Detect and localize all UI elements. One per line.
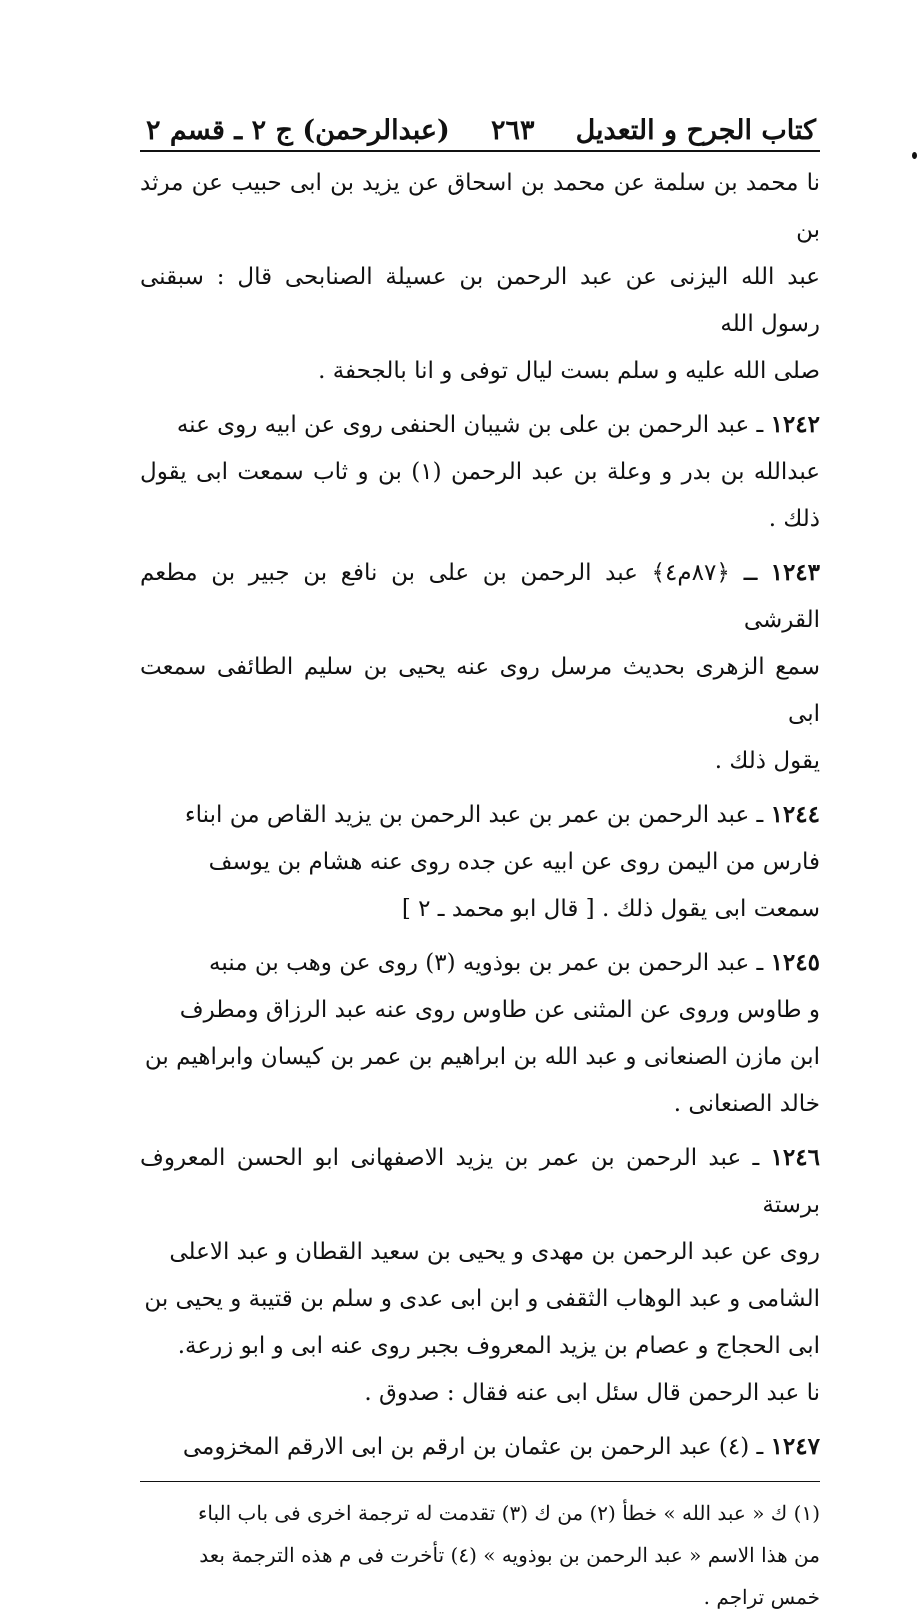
footnote-line: خمس تراجم . [703,1585,820,1609]
footnote-line: من هذا الاسم « عبد الرحمن بن بوذويه » (٤) تأخرت فى م هذه الترجمة بعد [199,1543,820,1567]
footnote-line: (١) ك « عبد الله » خطأ (٢) من ك (٣) تقدمت له ترجمة اخرى فى باب الباء [198,1501,820,1525]
text-line: نا عبد الرحمن قال سئل ابى عنه فقال : صدوق . [364,1380,820,1406]
text-line [140,401,820,449]
page-header [140,80,820,146]
text-line: و طاوس وروى عن المثنى عن طاوس روى عنه عبد الرزاق ومطرف [179,997,820,1023]
entry-1246 [140,1134,820,1417]
text-line: يقول ذلك . [714,748,820,774]
entry-1244 [140,791,820,933]
entry-text: ـ عبد الرحمن بن عمر بن بوذويه (٣) روى عن وهب بن منبه [209,950,764,976]
text-line: صلى الله عليه و سلم بست ليال توفى و انا بالجحفة . [318,358,820,384]
text-line: ابى الحجاج و عصام بن يزيد المعروف بجبر روى عنه ابى و ابو زرعة. [177,1333,820,1359]
footnotes [140,1492,820,1618]
entry-1247 [140,1423,820,1471]
entry-number: ١٢٤٦ [770,1144,820,1171]
entry-continuation [140,160,820,395]
entry-1243 [140,549,820,785]
text-line: عبد الله اليزنى عن عبد الرحمن بن عسيلة الصنابحى قال : سبقنى رسول الله [140,264,820,337]
text-line: الشامى و عبد الوهاب الثقفى و ابن ابى عدى و سلم بن قتيبة و يحيى بن [144,1286,820,1312]
entry-number: ١٢٤٣ [770,559,821,586]
margin-mark [912,152,917,159]
section-label: (عبدالرحمن) ج ٢ ـ قسم ٢ [146,115,450,146]
text-line [140,1423,820,1471]
entry-text: ـ ﴿٨٧م٤﴾ عبد الرحمن بن على بن نافع بن جبير بن مطعم القرشى [140,560,820,633]
entry-1242 [140,401,820,543]
text-line: نا محمد بن سلمة عن محمد بن اسحاق عن يزيد بن ابى حبيب عن مرثد بن [140,170,820,243]
text-line: فارس من اليمن روى عن ابيه عن جده روى عنه هشام بن يوسف [208,849,820,875]
document-page [140,80,820,1618]
entry-text: ـ عبد الرحمن بن عمر بن يزيد الاصفهانى ابو الحسن المعروف برستة [140,1145,820,1218]
entry-number: ١٢٤٥ [770,949,820,976]
entry-number: ١٢٤٧ [770,1433,820,1460]
book-title: كتاب الجرح و التعديل [575,115,816,146]
footnote-rule [140,1481,820,1482]
entry-number: ١٢٤٤ [770,801,820,828]
text-line: سمعت ابى يقول ذلك . [ قال ابو محمد ـ ٢ ] [401,896,820,922]
header-rule [140,150,820,152]
entry-text: ـ عبد الرحمن بن عمر بن عبد الرحمن بن يزيد القاص من ابناء [184,802,764,828]
text-line: روى عن عبد الرحمن بن مهدى و يحيى بن سعيد القطان و عبد الاعلى [169,1239,820,1265]
entry-number: ١٢٤٢ [770,411,820,438]
entry-text: ـ عبد الرحمن بن على بن شيبان الحنفى روى عن ابيه روى عنه [176,412,764,438]
entry-1245 [140,939,820,1128]
text-line [140,1134,820,1229]
entry-text: ـ (٤) عبد الرحمن بن عثمان بن ارقم بن ابى الارقم المخزومى [182,1434,764,1460]
text-line: ابن مازن الصنعانى و عبد الله بن ابراهيم بن عمر بن كيسان وابراهيم بن [144,1044,820,1070]
text-line: خالد الصنعانى . [673,1091,820,1117]
page-number: ٢٦٣ [490,115,535,146]
text-line: سمع الزهرى بحديث مرسل روى عنه يحيى بن سليم الطائفى سمعت ابى [140,654,820,727]
text-line: عبدالله بن بدر و وعلة بن عبد الرحمن (١) بن و ثاب سمعت ابى يقول ذلك . [140,459,820,532]
text-line [140,549,820,644]
text-line [140,939,820,987]
main-text [140,160,820,1471]
text-line [140,791,820,839]
